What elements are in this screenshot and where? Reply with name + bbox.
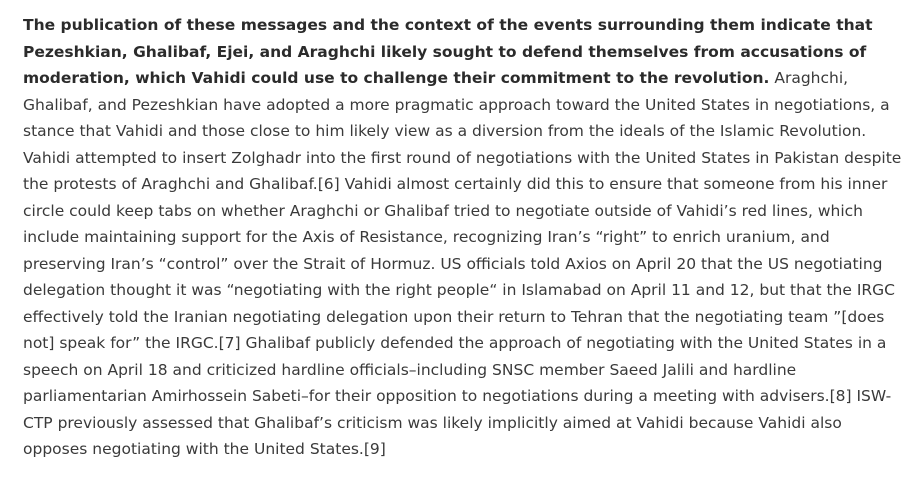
paragraph-body-text: Araghchi, Ghalibaf, and Pezeshkian have adopted a more pragmatic approach toward the United States in negotiations, a stance that Vahidi and those close to him likely view as a diversion from the ideals of the Islamic Revolution. Vahidi attempted to insert Zolghadr into the first round of negotiations with the United States in Pakistan despite the protests of Araghchi and Ghalibaf.[6] Vahidi almost certainly did this to ensure that someone from his inner circle could keep tabs on whether Araghchi or Ghalibaf tried to negotiate outside of Vahidi’s red lines, which include maintaining support for the Axis of Resistance, recognizing Iran’s “right” to enrich uranium, and preserving Iran’s “control” over the Strait of Hormuz. US officials told Axios on April 20 that the US negotiating delegation thought it was “negotiating with the right people“ in Islamabad on April 11 and 12, but that the IRGC effectively told the Iranian negotiating delegation upon their return to Tehran that the negotiating team ”[does not] speak for” the IRGC.[7] Ghalibaf publicly defended the approach of negotiating with the United States in a speech on April 18 and criticized hardline officials–including SNSC member Saeed Jalili and hardline parliamentarian Amirhossein Sabeti–for their opposition to negotiations during a meeting with advisers.[8] ISW-CTP previously assessed that Ghalibaf’s criticism was likely implicitly aimed at Vahidi because Vahidi also opposes negotiating with the United States.[9] bbox=[23, 69, 902, 458]
paragraph-lead-bold: The publication of these messages and the context of the events surrounding them indicate that Pezeshkian, Ghalibaf, Ejei, and Araghchi likely sought to defend themselves from accusations of moderation, which Vahidi could use to challenge their commitment to the revolution. bbox=[23, 16, 873, 87]
article-paragraph bbox=[23, 12, 907, 463]
